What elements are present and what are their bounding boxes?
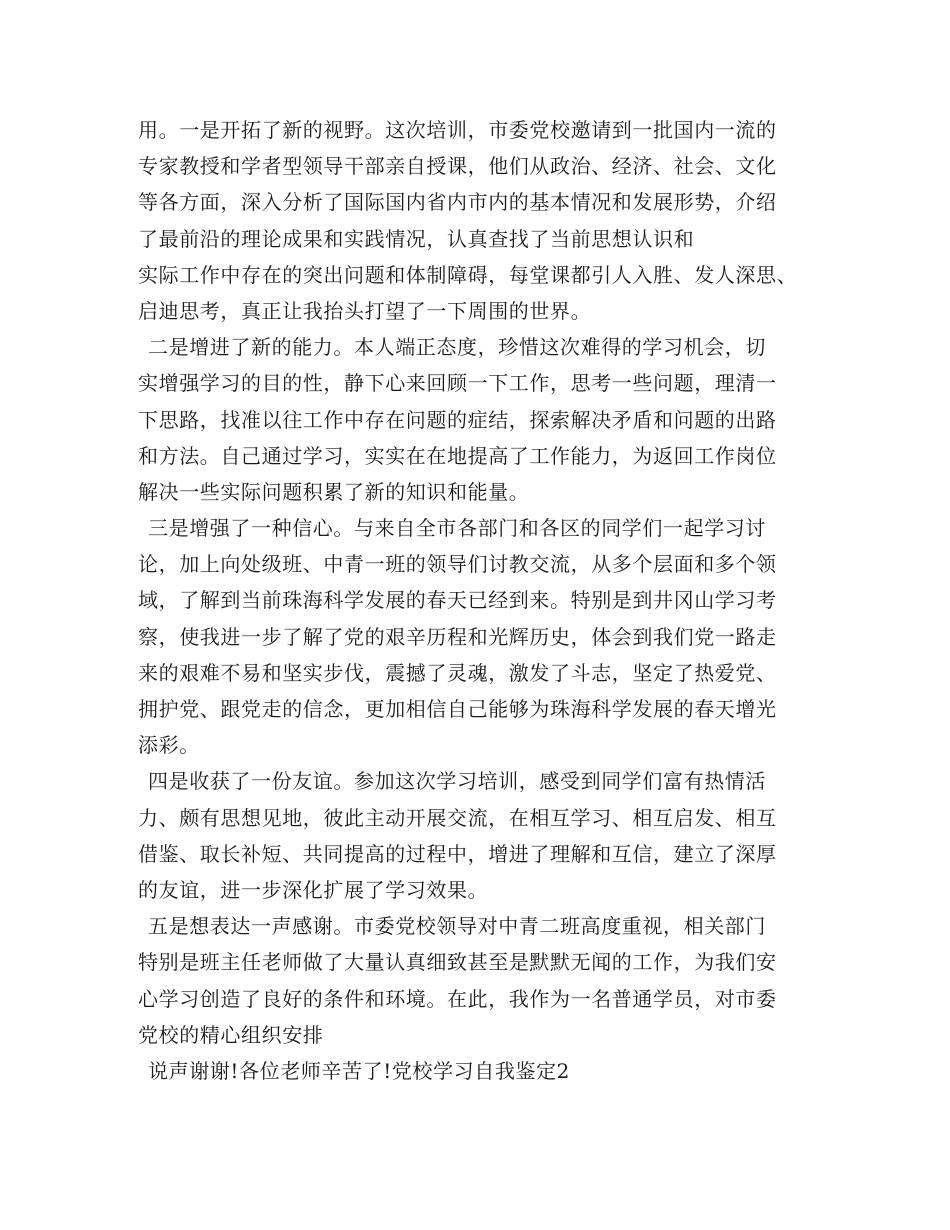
text-line: 了最前沿的理论成果和实践情况，认真查找了当前思想认识和 bbox=[138, 226, 695, 251]
paragraph-start-line: 说声谢谢!各位老师辛苦了!党校学习自我鉴定2 bbox=[148, 1058, 570, 1083]
text-line: 实增强学习的目的性，静下心来回顾一下工作，思考一些问题，理清一 bbox=[138, 371, 777, 396]
text-line: 添彩。 bbox=[138, 733, 200, 758]
text-line: 论，加上向处级班、中青一班的领导们讨教交流，从多个层面和多个领 bbox=[138, 552, 777, 577]
text-line: 实际工作中存在的突出问题和体制障碍，每堂课都引人入胜、发人深思、 bbox=[138, 262, 798, 287]
text-line: 党校的精心组织安排 bbox=[138, 1022, 324, 1047]
text-line: 专家教授和学者型领导干部亲自授课，他们从政治、经济、社会、文化 bbox=[138, 154, 777, 179]
text-line: 的友谊，进一步深化扩展了学习效果。 bbox=[138, 877, 489, 902]
paragraph-start-line: 四是收获了一份友谊。参加这次学习培训，感受到同学们富有热情活 bbox=[148, 769, 766, 794]
text-line: 来的艰难不易和坚实步伐，震撼了灵魂，激发了斗志，坚定了热爱党、 bbox=[138, 660, 777, 685]
paragraph-start-line: 五是想表达一声感谢。市委党校领导对中青二班高度重视，相关部门 bbox=[148, 914, 766, 939]
text-line: 启迪思考，真正让我抬头打望了一下周围的世界。 bbox=[138, 298, 592, 323]
document-body bbox=[138, 112, 828, 1089]
text-line: 下思路，找准以往工作中存在问题的症结，探索解决矛盾和问题的出路 bbox=[138, 407, 777, 432]
text-line: 借鉴、取长补短、共同提高的过程中，增进了理解和互信，建立了深厚 bbox=[138, 841, 777, 866]
text-line: 等各方面，深入分析了国际国内省内市内的基本情况和发展形势，介绍 bbox=[138, 190, 777, 215]
text-line: 域，了解到当前珠海科学发展的春天已经到来。特别是到井冈山学习考 bbox=[138, 588, 777, 613]
paragraph-start-line: 二是增进了新的能力。本人端正态度，珍惜这次难得的学习机会，切 bbox=[148, 335, 766, 360]
text-line: 用。一是开拓了新的视野。这次培训，市委党校邀请到一批国内一流的 bbox=[138, 118, 777, 142]
text-line: 心学习创造了良好的条件和环境。在此，我作为一名普通学员，对市委 bbox=[138, 986, 777, 1011]
text-line: 和方法。自己通过学习，实实在在地提高了工作能力，为返回工作岗位 bbox=[138, 443, 777, 468]
text-line: 拥护党、跟党走的信念，更加相信自己能够为珠海科学发展的春天增光 bbox=[138, 697, 777, 721]
paragraph-start-line: 三是增强了一种信心。与来自全市各部门和各区的同学们一起学习讨 bbox=[148, 516, 766, 541]
text-line: 特别是班主任老师做了大量认真细致甚至是默默无闻的工作，为我们安 bbox=[138, 950, 777, 975]
text-line: 解决一些实际问题积累了新的知识和能量。 bbox=[138, 479, 530, 504]
text-line: 力、颇有思想见地，彼此主动开展交流，在相互学习、相互启发、相互 bbox=[138, 805, 777, 830]
text-line: 察，使我进一步了解了党的艰辛历程和光辉历史，体会到我们党一路走 bbox=[138, 624, 777, 649]
